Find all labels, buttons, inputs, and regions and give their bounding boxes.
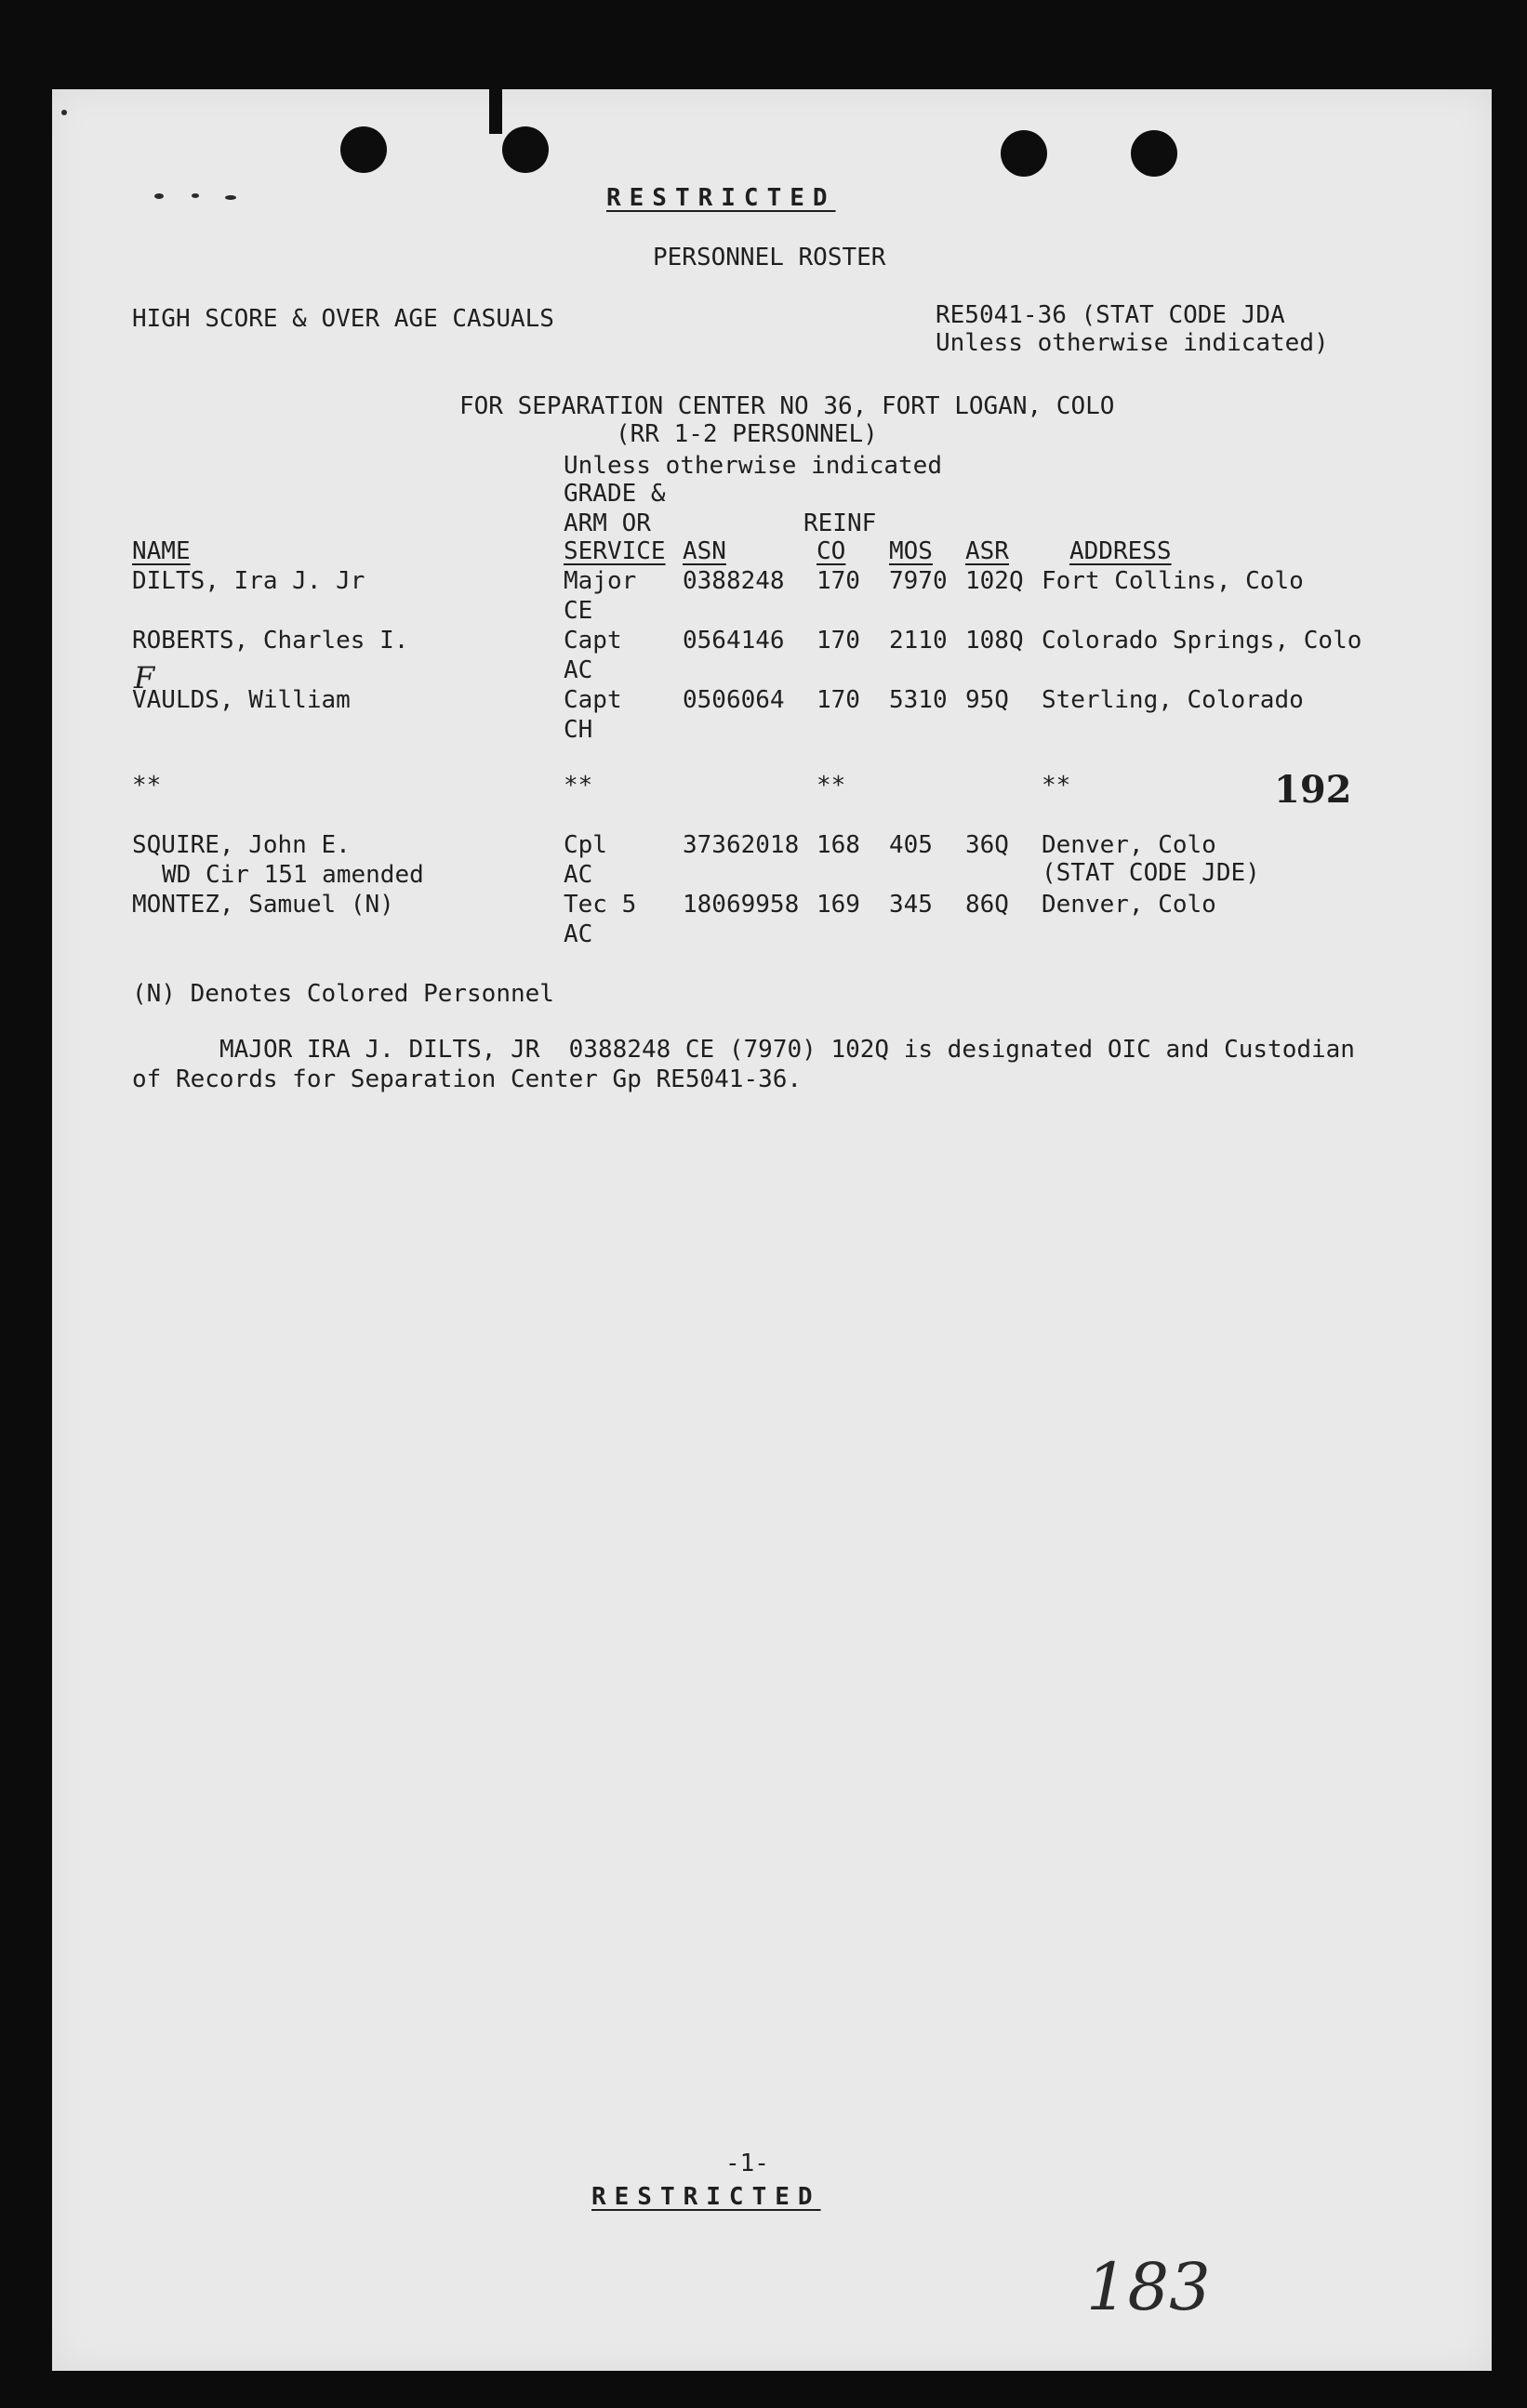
separator-mark: ** [564, 772, 593, 800]
row-co: 170 [817, 686, 860, 714]
column-header-grade: ARM OR [564, 509, 651, 537]
column-header-grade: GRADE & [564, 480, 666, 508]
row-asn: 37362018 [683, 831, 800, 859]
column-header-mos: MOS [889, 537, 933, 565]
row-name: MONTEZ, Samuel (N) [132, 891, 394, 919]
classification-footer: RESTRICTED [591, 2183, 821, 2211]
row-co: 169 [817, 891, 860, 919]
row-asn: 18069958 [683, 891, 800, 919]
row-address: Colorado Springs, Colo [1042, 627, 1362, 655]
row-co: 168 [817, 831, 860, 859]
row-arm: AC [564, 656, 593, 684]
row-grade: Cpl [564, 831, 607, 859]
column-header-asn: ASN [683, 537, 726, 565]
punch-hole [340, 126, 387, 173]
document-page [52, 89, 1492, 2371]
separator-mark: ** [132, 772, 162, 800]
row-grade: Major [564, 567, 637, 595]
row-grade: Capt [564, 627, 622, 655]
handwritten-mark: F [134, 660, 155, 695]
row-asr: 95Q [965, 686, 1009, 714]
row-address: Denver, Colo [1042, 831, 1216, 859]
punch-hole [1131, 130, 1177, 177]
row-asr: 36Q [965, 831, 1009, 859]
column-header-asr: ASR [965, 537, 1009, 565]
row-mos: 7970 [889, 567, 948, 595]
speck [192, 193, 199, 198]
document-title: PERSONNEL ROSTER [653, 244, 886, 271]
group-label: HIGH SCORE & OVER AGE CASUALS [132, 305, 554, 333]
row-grade: Tec 5 [564, 891, 637, 919]
row-note: WD Cir 151 amended [162, 861, 424, 889]
designation-paragraph: of Records for Separation Center Gp RE5041-36. [132, 1065, 803, 1093]
center-line: FOR SEPARATION CENTER NO 36, FORT LOGAN, COLO [459, 392, 1115, 420]
page-top-tear [489, 89, 502, 134]
separator-mark: ** [817, 772, 846, 800]
speck [154, 193, 164, 199]
row-co: 170 [817, 627, 860, 655]
column-header-co: CO [817, 537, 846, 565]
row-asr: 102Q [965, 567, 1024, 595]
row-asn: 0506064 [683, 686, 785, 714]
row-mos: 5310 [889, 686, 948, 714]
row-address: Fort Collins, Colo [1042, 567, 1304, 595]
speck [225, 195, 236, 200]
page-number: -1- [725, 2150, 769, 2177]
column-header-grade: SERVICE [564, 537, 666, 565]
punch-hole [502, 126, 549, 173]
row-address: Denver, Colo [1042, 891, 1216, 919]
footnote: (N) Denotes Colored Personnel [132, 980, 554, 1008]
punch-hole [1001, 130, 1047, 177]
row-name: SQUIRE, John E. [132, 831, 351, 859]
row-name: VAULDS, William [132, 686, 351, 714]
reference-note: Unless otherwise indicated) [936, 329, 1329, 357]
row-co: 170 [817, 567, 860, 595]
row-address: Sterling, Colorado [1042, 686, 1304, 714]
row-mos: 405 [889, 831, 933, 859]
row-address-note: (STAT CODE JDE) [1042, 859, 1260, 887]
speck [61, 110, 67, 115]
row-arm: AC [564, 861, 593, 889]
row-grade: Capt [564, 686, 622, 714]
center-line: Unless otherwise indicated [564, 452, 942, 480]
separator-mark: ** [1042, 772, 1071, 800]
row-arm: CE [564, 597, 593, 625]
row-arm: CH [564, 716, 593, 744]
row-asn: 0564146 [683, 627, 785, 655]
row-name: DILTS, Ira J. Jr [132, 567, 365, 595]
column-header-name: NAME [132, 537, 191, 565]
handwritten-page-number: 183 [1086, 2249, 1211, 2325]
row-arm: AC [564, 920, 593, 948]
designation-paragraph: MAJOR IRA J. DILTS, JR 0388248 CE (7970) 102Q is designated OIC and Custodian [219, 1036, 1355, 1064]
row-name: ROBERTS, Charles I. [132, 627, 409, 655]
row-mos: 345 [889, 891, 933, 919]
row-mos: 2110 [889, 627, 948, 655]
row-asr: 108Q [965, 627, 1024, 655]
reference-code: RE5041-36 (STAT CODE JDA [936, 301, 1285, 329]
column-header-address: ADDRESS [1069, 537, 1172, 565]
row-asr: 86Q [965, 891, 1009, 919]
center-line: (RR 1-2 PERSONNEL) [616, 420, 878, 448]
column-header-reinf: REINF [803, 509, 877, 537]
row-asn: 0388248 [683, 567, 785, 595]
stamp-number: 192 [1274, 768, 1352, 812]
classification-header: RESTRICTED [606, 184, 836, 212]
